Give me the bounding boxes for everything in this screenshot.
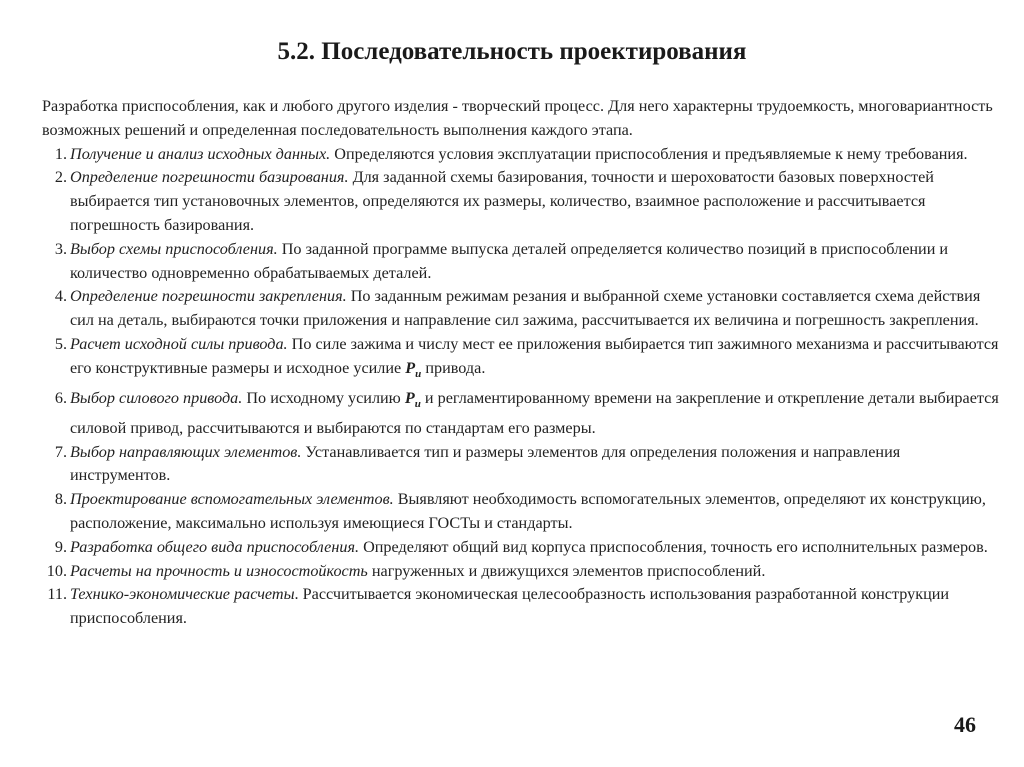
item-description-end: привода. (421, 358, 486, 377)
item-text (67, 333, 1002, 387)
force-symbol-subscript: и (415, 368, 422, 380)
item-text (67, 560, 765, 584)
slide-title: 5.2. Последовательность проектирования (277, 38, 747, 65)
item-term: Определение погрешности закрепления. (70, 287, 347, 306)
page-number: 46 (954, 712, 976, 737)
item-description: По заданным режимам резания и выбранной схеме установки составляется схема действия сил на деталь, выбираются точки приложения и направление сил зажима, рассчитывается их величина и погрешность закрепления. (70, 287, 981, 330)
item-number: 11. (47, 585, 67, 604)
item-term: Выбор направляющих элементов. (70, 442, 302, 461)
item-number: 7. (54, 442, 67, 461)
item-description: Выявляют необходимость вспомогательных элементов, определяют их конструкцию, расположение, максимально используя имеющиеся ГОСТы и стандарты. (70, 490, 986, 533)
item-number: 8. (54, 490, 67, 509)
item-term: Технико-экономические расчеты (70, 585, 295, 604)
item-number: 3. (54, 239, 67, 258)
item-term: Разработка общего вида приспособления. (70, 537, 360, 556)
item-text (67, 536, 988, 560)
item-description: нагруженных и движущихся элементов приспособлений. (367, 561, 766, 580)
item-description: По силе зажима и числу мест ее приложения выбирается тип зажимного механизма и рассчитываются его конструктивные размеры и исходное усилие (70, 334, 999, 377)
item-description-end: и регламентированному времени на закрепление и открепление детали выбирается силовой привод, рассчитываются и выбираются по стандартам его размеры. (70, 388, 999, 437)
list-item (42, 333, 1002, 387)
list-item (42, 560, 1002, 584)
item-term: Определение погрешности базирования. (70, 168, 349, 187)
item-description: Определяются условия эксплуатации приспособления и предъявляемые к нему требования. (330, 144, 968, 163)
item-description: По заданной программе выпуска деталей определяется количество позиций в приспособлении и количество одновременно обрабатываемых деталей. (70, 239, 949, 282)
item-number: 2. (54, 168, 67, 187)
list-item (42, 238, 1002, 286)
force-symbol-letter: P (405, 358, 416, 377)
item-term: Расчеты на прочность и износостойкость (70, 561, 368, 580)
list-item (42, 285, 1002, 333)
item-number: 1. (54, 144, 67, 163)
list-item (42, 166, 1002, 237)
item-number: 10. (46, 561, 67, 580)
force-symbol (404, 388, 421, 411)
item-description: Устанавливается тип и размеры элементов для определения положения и направления инструментов. (70, 442, 901, 485)
list-item (42, 441, 1002, 489)
item-term: Проектирование вспомогательных элементов. (70, 490, 394, 509)
force-symbol-letter: P (404, 388, 415, 407)
item-term: Выбор схемы приспособления. (70, 239, 278, 258)
list-item (42, 488, 1002, 536)
item-number: 9. (54, 537, 67, 556)
item-text (67, 143, 968, 167)
item-number: 4. (54, 287, 67, 306)
list-item (42, 387, 1002, 441)
item-description: Определяют общий вид корпуса приспособления, точность его исполнительных размеров. (359, 537, 988, 556)
item-text (67, 488, 1002, 536)
item-text (67, 238, 1002, 286)
item-number: 5. (54, 334, 67, 353)
list-item (42, 583, 1002, 631)
item-term: Получение и анализ исходных данных. (70, 144, 331, 163)
item-text (67, 583, 1002, 631)
steps-list (42, 143, 1002, 631)
item-term: Расчет исходной силы привода. (70, 334, 288, 353)
item-number: 6. (54, 388, 67, 407)
item-description: . Рассчитывается экономическая целесообразность использования разработанной конструкции приспособления. (70, 585, 950, 628)
item-text (67, 166, 1002, 237)
list-item (42, 143, 1002, 167)
force-symbol (405, 358, 422, 380)
item-term: Выбор силового привода. (70, 388, 243, 407)
item-text (67, 387, 1002, 441)
item-text (67, 441, 1002, 489)
intro-paragraph: Разработка приспособления, как и любого другого изделия - творческий процесс. Для него характерны трудоемкость, многовариантность возможных решений и определенная последовательность выполнения каждого этапа. (42, 97, 993, 139)
slide-content (42, 95, 1002, 631)
force-symbol-subscript: и (414, 398, 421, 411)
item-description: По исходному усилию (242, 388, 405, 407)
item-text (67, 285, 1002, 333)
item-description: Для заданной схемы базирования, точности и шероховатости базовых поверхностей выбирается тип установочных элементов, определяются их размеры, количество, взаимное расположение и рассчитывается погрешность базирования. (70, 168, 934, 234)
list-item (42, 536, 1002, 560)
